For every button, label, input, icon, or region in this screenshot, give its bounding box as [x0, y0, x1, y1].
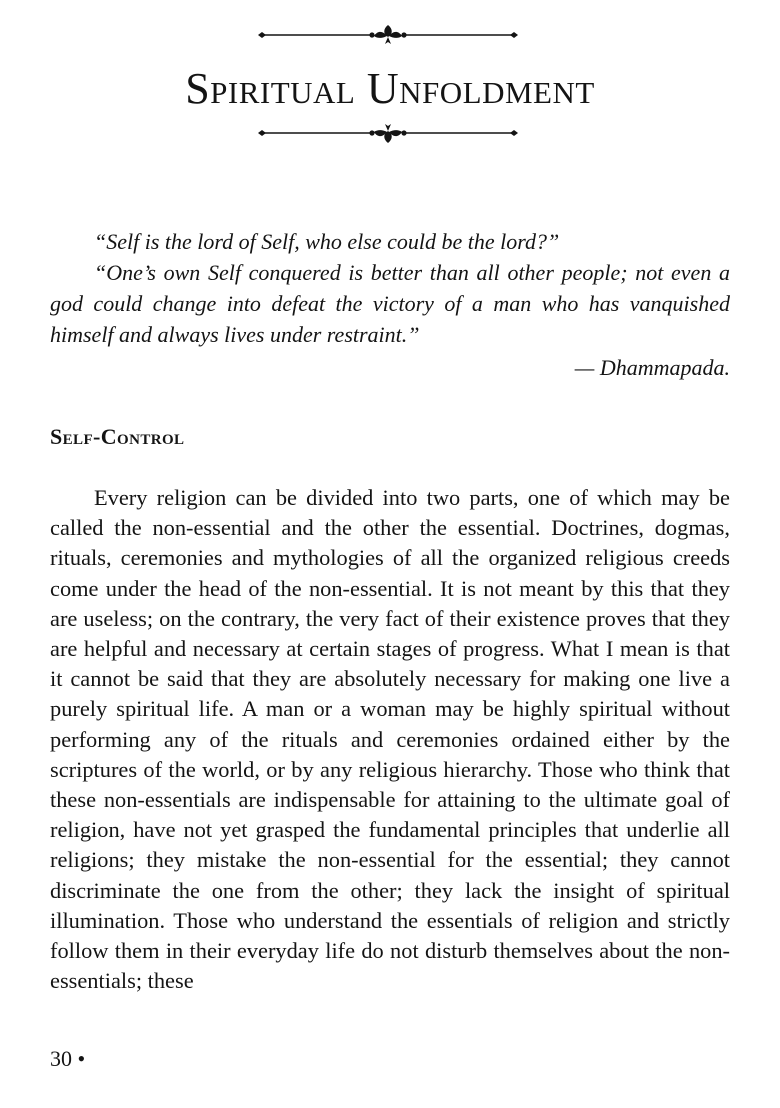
- body-paragraph: Every religion can be divided into two parts, one of which may be called the non-essential and the other the essential. Doctrines, dogmas, rituals, ceremonies and mythologies of all the organized religious creeds come under the head of the non-essential. It is not meant by this that they are useless; on the contrary, the very fact of their existence proves that they are helpful and necessary at certain stages of progress. What I mean is that it cannot be said that they are absolutely necessary for making one live a purely spiritual life. A man or a woman may be highly spiritual without performing any of the rituals and ceremonies ordained either by the scriptures of the world, or by any religious hierarchy. Those who think that these non-essentials are indispensable for attaining to the ultimate goal of religion, have not yet grasped the fundamental principles that underlie all religions; they mistake the non-essential for the essential; they cannot discriminate the one from the other; they lack the insight of spiritual illumination. Those who understand the essentials of religion and strictly follow them in their everyday life do not disturb themselves about the non-essentials; these: [50, 485, 730, 994]
- chapter-title: Spiritual Unfoldment: [185, 64, 595, 113]
- epigraph-quote-2: “One’s own Self conquered is better than all other people; not even a god could change into defeat the victory of a man who has vanquished himself and always lives under restraint.”: [50, 260, 730, 347]
- flourish-icon: [250, 22, 526, 46]
- bottom-ornament-divider: [250, 122, 526, 146]
- epigraph: [50, 226, 730, 383]
- epigraph-attribution: — Dhammapada.: [574, 355, 730, 380]
- page-number: 30 •: [50, 1046, 86, 1071]
- section-heading: Self-Control: [50, 424, 185, 449]
- flourish-icon: [250, 122, 526, 146]
- top-ornament-divider: [250, 22, 526, 46]
- epigraph-quote-1: “Self is the lord of Self, who else could be the lord?”: [94, 229, 560, 254]
